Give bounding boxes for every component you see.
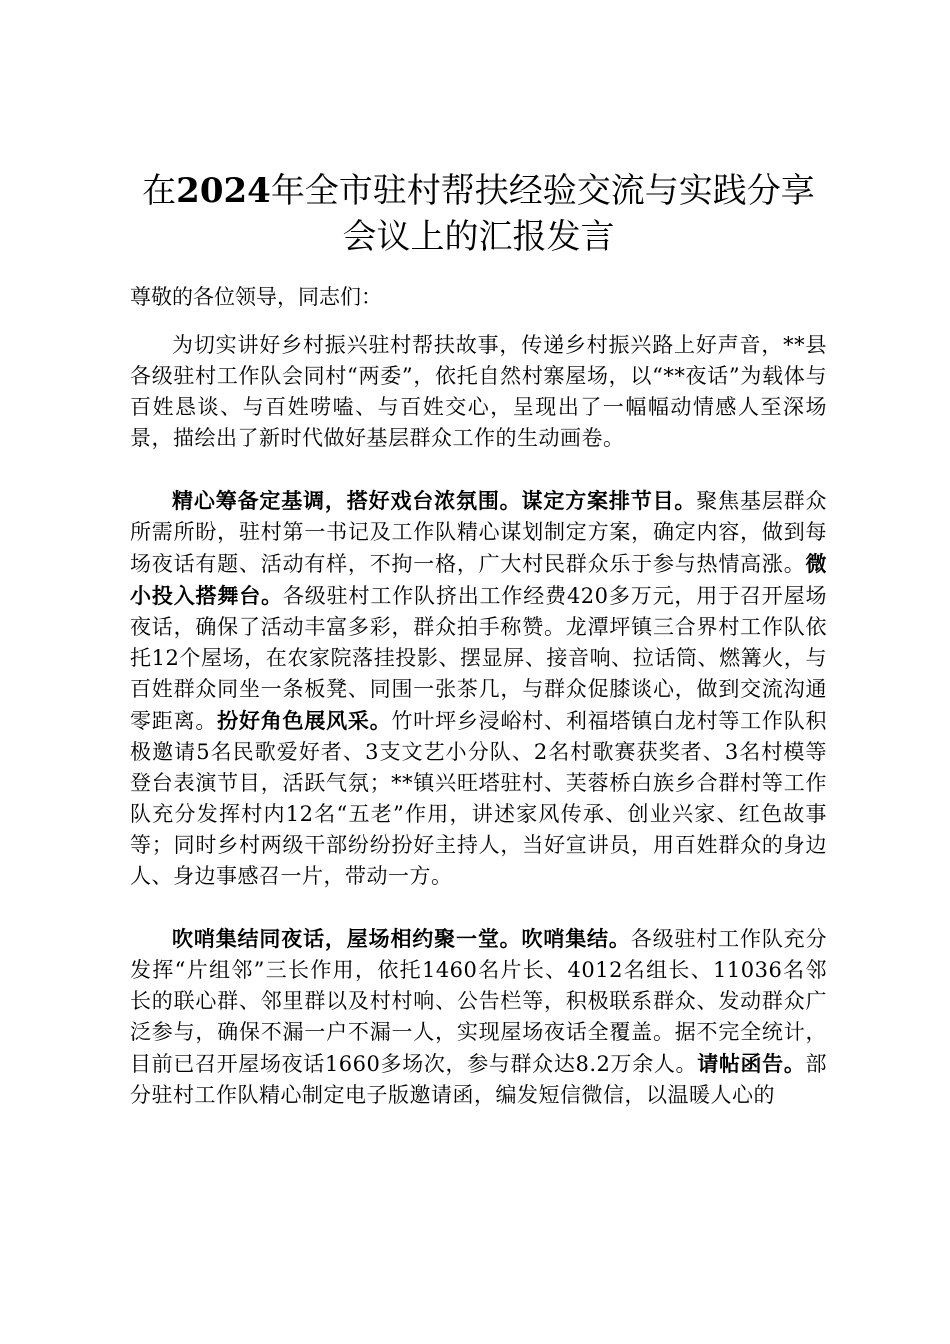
document-title bbox=[130, 168, 827, 260]
section2-sub1-heading: 吹哨集结。 bbox=[521, 926, 631, 951]
section1-sub2-heading: 微小投入搭舞台。 bbox=[130, 551, 827, 608]
section2-sub2-heading: 请帖函告。 bbox=[697, 1051, 806, 1076]
title-line1-rest: 年全市驻村帮扶经验交流与实践分享 bbox=[270, 171, 815, 211]
section1-paragraph bbox=[130, 485, 827, 892]
document-page bbox=[130, 168, 827, 1142]
intro-paragraph: 为切实讲好乡村振兴驻村帮扶故事，传递乡村振兴路上好声音，**县各级驻村工作队会同村“两委”，依托自然村寨屋场，以“**夜话”为载体与百姓恳谈、与百姓唠嗑、与百姓交心，呈现出了一幅幅动情感人至深场景，描绘出了新时代做好基层群众工作的生动画卷。 bbox=[130, 333, 827, 450]
section2-sub1-text: 各级驻村工作队充分发挥“片组邻”三长作用，依托1460名片长、4012名组长、11036名邻长的联心群、邻里群以及村村响、公告栏等，积极联系群众、发动群众广泛参与，确保不漏一户不漏一人，实现屋场夜话全覆盖。据不完全统计，目前已召开屋场夜话1660多场次，参与群众达8.2万余人。 bbox=[130, 927, 828, 1076]
section1-sub2-text: 各级驻村工作队挤出工作经费420多万元，用于召开屋场夜话，确保了活动丰富多彩，群众拍手称赞。龙潭坪镇三合界村工作队依托12个屋场，在农家院落挂投影、摆显屏、接音响、拉话筒、燃篝火，与百姓群众同坐一条板凳、同围一张茶几，与群众促膝谈心，做到交流沟通零距离。 bbox=[130, 584, 827, 733]
title-line2: 会议上的汇报发言 bbox=[342, 217, 615, 257]
section2-sub2-text: 部分驻村工作队精心制定电子版邀请函，编发短信微信，以温暖人心的 bbox=[130, 1052, 828, 1107]
section2-heading: 吹哨集结同夜话，屋场相约聚一堂。 bbox=[172, 926, 522, 951]
section1-heading: 精心筹备定基调，搭好戏台浓氛围。 bbox=[172, 488, 522, 513]
section2-paragraph bbox=[130, 923, 827, 1111]
section1-sub1-heading: 谋定方案排节目。 bbox=[521, 488, 697, 513]
title-prefix: 在 bbox=[142, 171, 177, 211]
section1-sub3-text: 竹叶坪乡浸峪村、利福塔镇白龙村等工作队积极邀请5名民歌爱好者、3支文艺小分队、2名村歌赛获奖者、3名村模等登台表演节目，活跃气氛；**镇兴旺塔驻村、芙蓉桥白族乡合群村等工作队充分发挥村内12名“五老”作用，讲述家风传承、创业兴家、红色故事等；同时乡村两级干部纷纷扮好主持人，当好宣讲员，用百姓群众的身边人、身边事感召一片，带动一方。 bbox=[130, 709, 828, 888]
salutation: 尊敬的各位领导，同志们： bbox=[130, 285, 382, 309]
title-year: 2024 bbox=[176, 171, 271, 211]
section1-sub1-text: 聚焦基层群众所需所盼，驻村第一书记及工作队精心谋划制定方案，确定内容，做到每场夜话有题、活动有样，不拘一格，广大村民群众乐于参与热情高涨。 bbox=[130, 489, 828, 576]
section1-sub3-heading: 扮好角色展风采。 bbox=[217, 708, 392, 733]
